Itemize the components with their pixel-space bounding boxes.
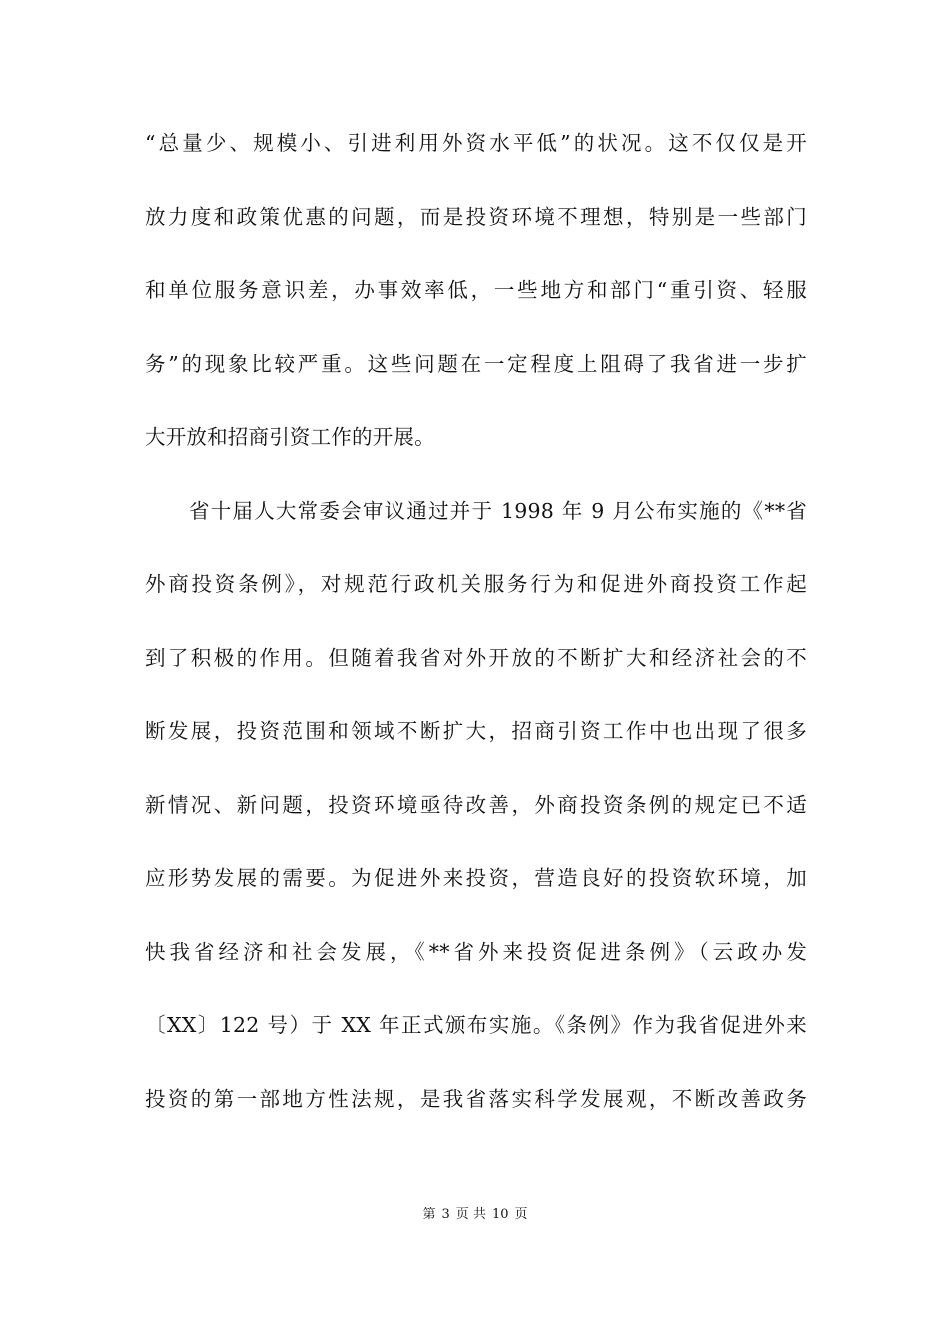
page-label-middle: 页 共 [455, 1207, 486, 1222]
text-line: 外商投资条例》，对规范行政机关服务行为和促进外商投资工作起 [145, 572, 807, 596]
text-line: 〔XX〕122 号）于 XX 年正式颁布实施。《条例》作为我省促进外来 [145, 1013, 807, 1037]
paragraph-start-line: 省十届人大常委会审议通过并于 1998 年 9 月公布实施的《**省 [189, 498, 807, 523]
text-line: 投资的第一部地方性法规，是我省落实科学发展观，不断改善政务 [145, 1086, 807, 1111]
text-line: 到了积极的作用。但随着我省对外开放的不断扩大和经济社会的不 [145, 645, 807, 670]
total-pages-number: 10 [491, 1207, 509, 1222]
current-page-number: 3 [441, 1207, 450, 1222]
page-label-prefix: 第 [422, 1207, 436, 1222]
page-label-suffix: 页 [514, 1207, 528, 1222]
page-footer [0, 1206, 950, 1224]
text-line: “总量少、规模小、引进利用外资水平低”的状况。这不仅仅是开 [145, 131, 807, 155]
text-line: 应形势发展的需要。为促进外来投资，营造良好的投资软环境，加 [145, 866, 807, 890]
text-line: 和单位服务意识差，办事效率低，一些地方和部门“重引资、轻服 [145, 278, 807, 302]
text-line: 新情况、新问题，投资环境亟待改善，外商投资条例的规定已不适 [145, 792, 807, 817]
text-line: 大开放和招商引资工作的开展。 [145, 425, 435, 449]
text-line: 务”的现象比较严重。这些问题在一定程度上阻碍了我省进一步扩 [145, 351, 807, 376]
text-line: 断发展，投资范围和领域不断扩大，招商引资工作中也出现了很多 [145, 719, 807, 743]
document-body [145, 128, 807, 1157]
text-line: 放力度和政策优惠的问题，而是投资环境不理想，特别是一些部门 [145, 204, 807, 229]
text-line: 快我省经济和社会发展，《**省外来投资促进条例》（云政办发 [145, 939, 807, 964]
